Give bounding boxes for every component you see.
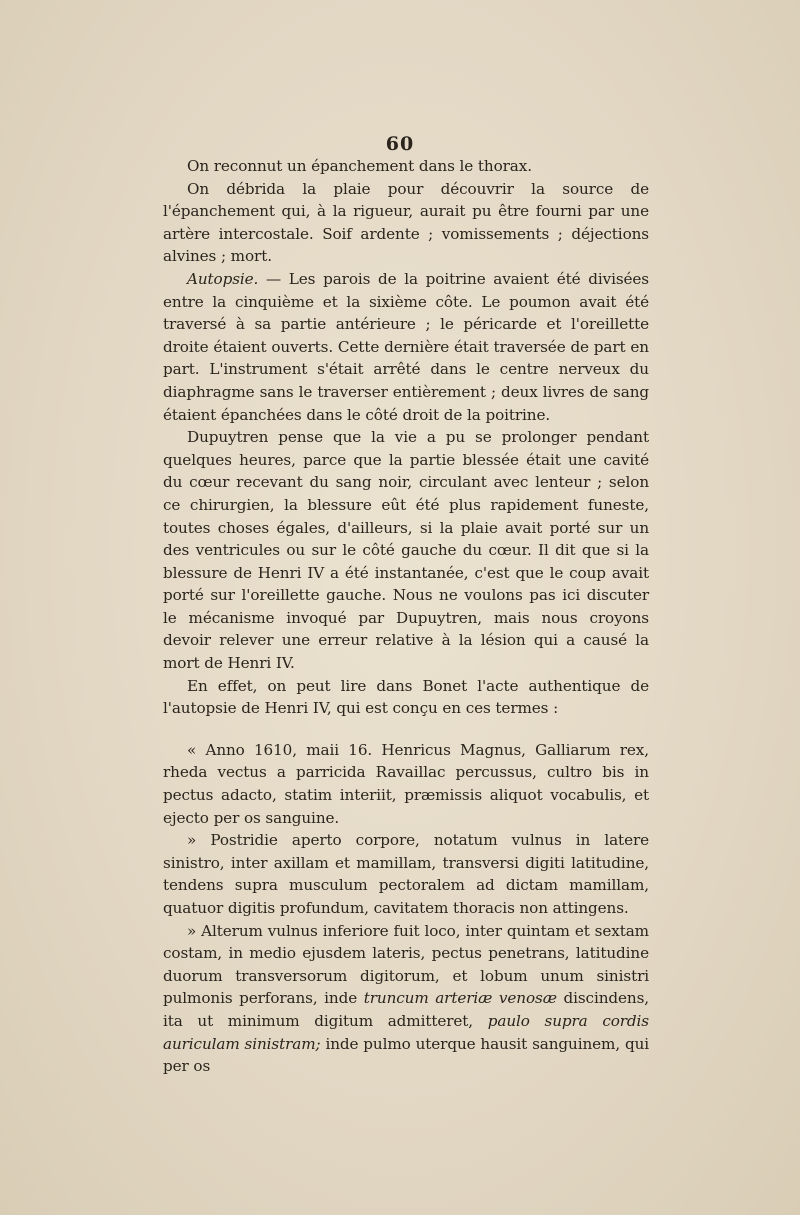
latin-quote-paragraph: « Anno 1610, maii 16. Henricus Magnus, Galliarum rex, rheda vectus a parricida Ravaillac percussus, cultro bis in pectus adacto, statim interiit, præmissis aliquot vocabulis, et ejecto per os sanguine. <box>163 740 649 827</box>
paragraph: En effet, on peut lire dans Bonet l'acte authentique de l'autopsie de Henri IV, qui est conçu en ces termes : <box>163 676 649 718</box>
quote-text: discindens, ita ut minimum digitum admitteret, <box>163 989 649 1030</box>
spacer <box>163 720 649 739</box>
quote-italic: truncum arteriæ venosæ <box>363 989 557 1008</box>
paragraph: On reconnut un épanchement dans le thorax. <box>187 157 532 175</box>
quote-text: inde pulmo uterque hausit sanguinem, qui per os <box>163 1034 650 1076</box>
paragraph <box>163 268 649 426</box>
page-number: 60 <box>385 133 415 155</box>
paragraph: On débrida la plaie pour découvrir la source de l'épanchement qui, à la rigueur, aurait pu être fourni par une artère intercostale. Soif ardente ; vomissements ; déjections alvines ; mort. <box>163 179 649 266</box>
autopsy-heading: Autopsie. <box>187 269 259 288</box>
paragraph-text: — Les parois de la poitrine avaient été divisées entre la cinquième et la sixième côte. Le poumon avait été traversé à sa partie antérieure ; le péricarde et l'oreillette droite étaient ouverts. Cette dernière était traversée de part en part. L'instrument s'était arrêté dans le centre nerveux du diaphragme sans le traverser entièrement ; deux livres de sang étaient épanchées dans le côté droit de la poitrine. <box>163 269 649 424</box>
latin-quote-paragraph <box>163 920 649 1078</box>
page-body <box>163 155 649 1078</box>
quote-italic: paulo supra cordis auriculam sinistram; <box>163 1011 650 1053</box>
paragraph: Dupuytren pense que la vie a pu se prolonger pendant quelques heures, parce que la partie blessée était une cavité du cœur recevant du sang noir, circulant avec lenteur ; selon ce chirurgien, la blessure eût été plus rapidement funeste, toutes choses égales, d'ailleurs, si la plaie avait porté sur un des ventricules ou sur le côté gauche du cœur. Il dit que si la blessure de Henri IV a été instantanée, c'est que le coup avait porté sur l'oreillette gauche. Nous ne voulons pas ici discuter le mécanisme invoqué par Dupuytren, mais nous croyons devoir relever une erreur relative à la lésion qui a causé la mort de Henri IV. <box>163 428 649 673</box>
latin-quote-paragraph: » Postridie aperto corpore, notatum vulnus in latere sinistro, inter axillam et mamillam, transversi digiti latitudine, tendens supra musculum pectoralem ad dictam mamillam, quatuor digitis profundum, cavitatem thoracis non attingens. <box>163 831 649 917</box>
quote-text: » Alterum vulnus inferiore fuit loco, inter quintam et sextam costam, in medio ejusdem lateris, pectus penetrans, latitudine duorum transversorum digitorum, et lobum unum sinistri pulmonis perforans, inde <box>163 921 649 1008</box>
